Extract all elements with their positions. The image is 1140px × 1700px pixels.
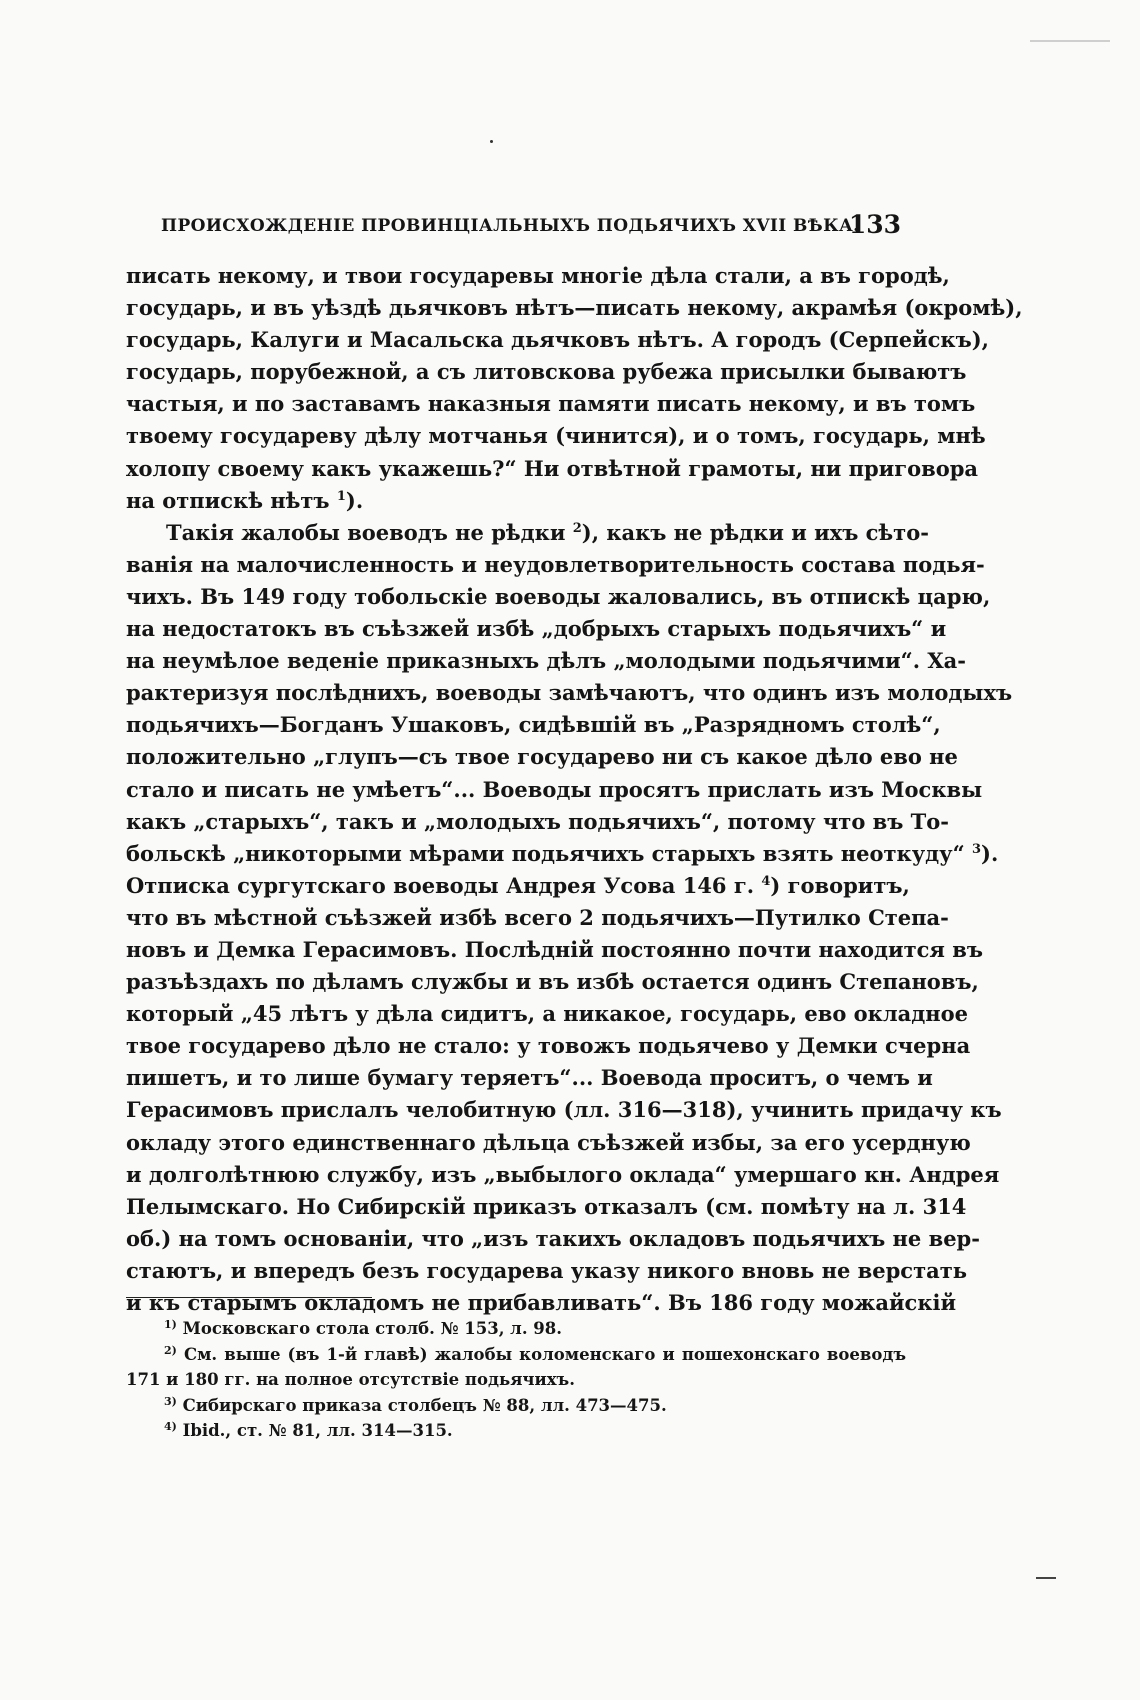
footnote-text: Сибирскаго приказа столбецъ № 88, лл. 473—475. (182, 1395, 667, 1415)
text-line: твоему государеву дѣлу мотчанья (чинится), и о томъ, государь, мнѣ (126, 423, 986, 449)
text-segment: ), какъ не рѣдки и ихъ сѣто- (581, 519, 929, 545)
scan-edge-mark (1036, 1577, 1056, 1579)
text-line: Герасимовъ прислалъ челобитную (лл. 316—318), учинить придачу къ (126, 1097, 1002, 1123)
text-segment: на отпискѣ нѣтъ (126, 487, 330, 513)
text-line: новъ и Демка Герасимовъ. Послѣдній постоянно почти находится въ (126, 936, 983, 962)
footnote-ref: 1 (336, 488, 346, 504)
footnote-text: См. выше (въ 1-й главѣ) жалобы коломенскаго и пошехонскаго воеводъ (183, 1344, 906, 1364)
footnote-marker: 1) (164, 1318, 177, 1331)
footnote-text: Ibid., ст. № 81, лл. 314—315. (182, 1421, 453, 1440)
text-line: об.) на томъ основаніи, что „изъ такихъ окладовъ подьячихъ не вер- (126, 1225, 980, 1251)
body-text (126, 260, 1023, 1319)
text-segment: больскѣ „никоторыми мѣрами подьячихъ старыхъ взять неоткуду“ (126, 840, 965, 866)
text-line: писать некому, и твои государевы многіе дѣла стали, а въ городѣ, (126, 263, 950, 288)
footnote-1 (126, 1316, 906, 1342)
text-segment: Отписка сургутскаго воеводы Андрея Усова 146 г. (126, 872, 755, 898)
footnote-marker: 3) (164, 1394, 177, 1408)
text-line: государь, порубежной, а съ литовскова рубежа присылки бываютъ (126, 359, 967, 385)
running-head: ПРОИСХОЖДЕНІЕ ПРОВИНЦІАЛЬНЫХЪ ПОДЬЯЧИХЪ XVII ВѢКА. (161, 216, 860, 236)
scan-edge-line (1030, 40, 1110, 42)
text-line: разъѣздахъ по дѣламъ службы и въ избѣ остается одинъ Степановъ, (126, 969, 979, 995)
text-line: твое государево дѣло не стало: у товожъ подьячево у Демки счерна (126, 1033, 971, 1059)
footnote-3 (126, 1393, 906, 1419)
text-line (126, 485, 906, 517)
footnote-marker: 2) (164, 1343, 177, 1357)
text-segment: ). (981, 840, 999, 866)
text-segment: Такія жалобы воеводъ не рѣдки (166, 519, 566, 545)
text-line: на недостатокъ въ съѣзжей избѣ „добрыхъ старыхъ подьячихъ“ и (126, 616, 947, 642)
text-line (126, 838, 999, 870)
footnotes (126, 1316, 906, 1444)
text-line: частыя, и по заставамъ наказныя памяти писать некому, и въ томъ (126, 391, 976, 417)
text-line: государь, и въ уѣздѣ дьячковъ нѣтъ—писать некому, акрамѣя (окромѣ), (126, 295, 1023, 321)
text-line: и къ старымъ окладомъ не прибавливать“. Въ 186 году можайскій (126, 1290, 957, 1315)
text-line: государь, Калуги и Масальска дьячковъ нѣтъ. А городъ (Серпейскъ), (126, 327, 989, 353)
text-line: положительно „глупъ—съ твое государево ни съ какое дѣло ево не (126, 744, 958, 770)
page-number: 133 (848, 210, 901, 239)
text-line: рактеризуя послѣднихъ, воеводы замѣчаютъ, что одинъ изъ молодыхъ (126, 680, 1013, 706)
footnote-2 (126, 1342, 906, 1368)
footnote-marker: 4) (164, 1420, 177, 1433)
text-line: Пелымскаго. Но Сибирскій приказъ отказалъ (см. помѣту на л. 314 (126, 1193, 967, 1219)
text-segment: ). (345, 487, 364, 513)
footnote-ref: 3 (972, 841, 982, 857)
text-line: и долголѣтнюю службу, изъ „выбылого оклада“ умершаго кн. Андрея (126, 1161, 1000, 1187)
text-line: холопу своему какъ укажешь?“ Ни отвѣтной грамоты, ни приговора (126, 455, 978, 481)
text-line: пишетъ, и то лише бумагу теряетъ“... Воевода проситъ, о чемъ и (126, 1065, 933, 1091)
text-line (126, 870, 910, 902)
text-line: подьячихъ—Богданъ Ушаковъ, сидѣвшій въ „Разрядномъ столѣ“, (126, 712, 941, 738)
text-line: окладу этого единственнаго дѣльца съѣзжей избы, за его усердную (126, 1129, 971, 1155)
text-segment: ) говоритъ, (770, 872, 910, 898)
footnote-text: Московскаго стола столб. № 153, л. 98. (182, 1319, 563, 1338)
footnote-separator (126, 1297, 372, 1298)
footnote-ref: 2 (572, 520, 582, 536)
ink-speck (490, 140, 493, 143)
text-line: чихъ. Въ 149 году тобольскіе воеводы жаловались, въ отпискѣ царю, (126, 583, 991, 609)
text-line: на неумѣлое веденіе приказныхъ дѣлъ „молодыми подьячими“. Ха- (126, 648, 966, 674)
text-line: какъ „старыхъ“, такъ и „молодыхъ подьячихъ“, потому что въ То- (126, 808, 949, 834)
text-line: стаютъ, и впередъ безъ государева указу никого вновь не верстать (126, 1257, 967, 1283)
text-line (126, 517, 929, 549)
text-line: что въ мѣстной съѣзжей избѣ всего 2 подьячихъ—Путилко Степа- (126, 904, 949, 930)
footnote-ref: 4 (761, 873, 771, 889)
text-line: который „45 лѣтъ у дѣла сидитъ, а никакое, государь, ево окладное (126, 1001, 968, 1027)
footnote-4 (126, 1418, 906, 1444)
footnote-2-continuation: 171 и 180 гг. на полное отсутствіе подьячихъ. (126, 1370, 575, 1389)
text-line: ванія на малочисленность и неудовлетворительность состава подья- (126, 551, 985, 577)
text-line: стало и писать не умѣетъ“... Воеводы просятъ прислать изъ Москвы (126, 776, 983, 802)
page-header (161, 210, 901, 240)
